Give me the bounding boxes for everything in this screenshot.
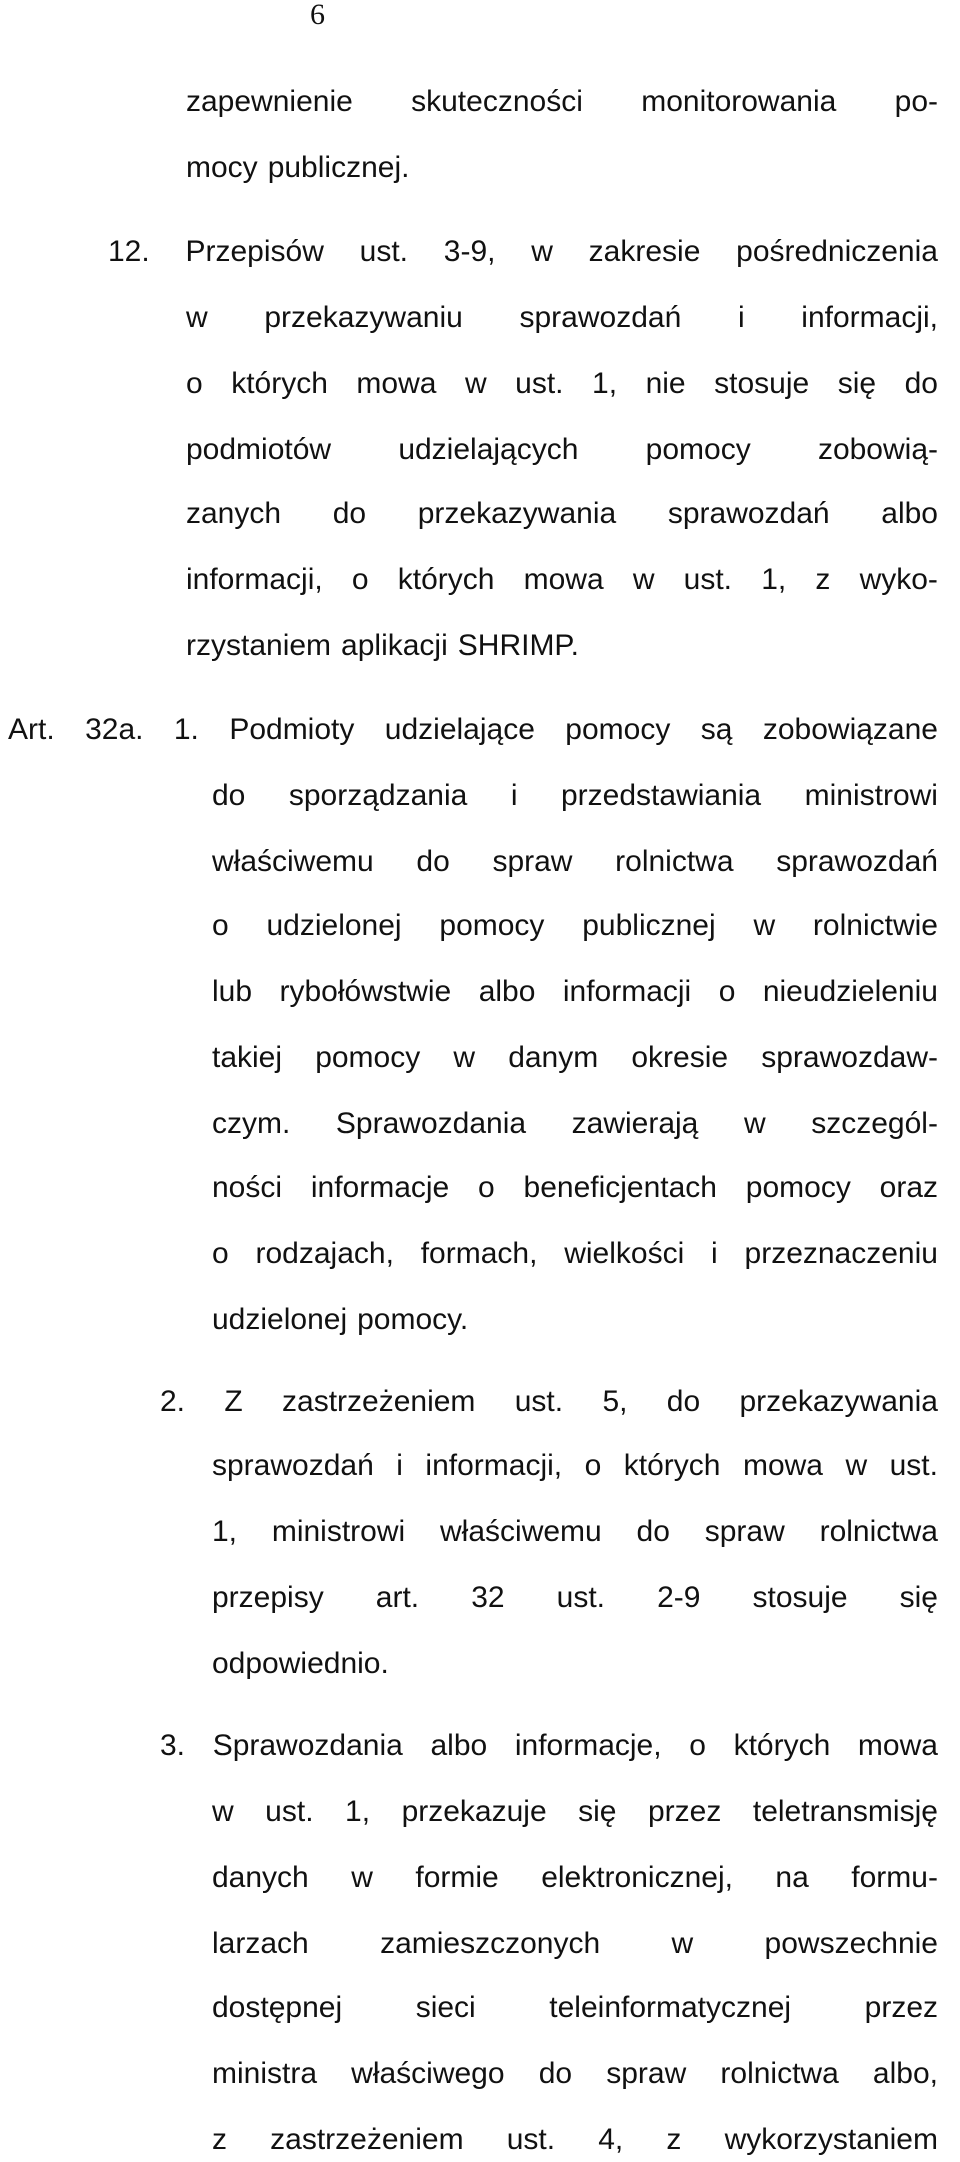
- word: o: [212, 909, 229, 942]
- word: 1.: [173, 713, 199, 746]
- word: sprawozdań: [212, 1449, 374, 1482]
- word: Podmioty: [229, 713, 355, 746]
- word: informacji,: [425, 1449, 563, 1482]
- word: informacji,: [186, 563, 323, 596]
- word: z: [666, 2123, 682, 2156]
- word: ust.: [506, 2123, 556, 2156]
- word: 32a.: [85, 713, 144, 746]
- word: monitorowania: [641, 85, 837, 118]
- word: sprawozdań: [519, 301, 682, 334]
- word: 5,: [602, 1385, 628, 1418]
- word: o: [718, 975, 736, 1008]
- word: właściwemu: [212, 845, 374, 878]
- word: pomocy.: [357, 1303, 469, 1336]
- word: w: [186, 301, 208, 334]
- text-line: [212, 2118, 938, 2162]
- word: sprawozdań: [667, 497, 830, 530]
- word: danym: [508, 1041, 599, 1074]
- word: 32: [471, 1581, 505, 1614]
- word: informacje,: [514, 1729, 662, 1762]
- word: takiej: [212, 1041, 283, 1074]
- word: o: [212, 1237, 229, 1270]
- word: nieudzieleniu: [762, 975, 938, 1008]
- word: rybołówstwie: [279, 975, 452, 1008]
- word: informacje: [310, 1171, 450, 1204]
- word: spraw: [606, 2057, 687, 2090]
- word: informacji,: [801, 301, 938, 334]
- word: rolnictwa: [615, 845, 734, 878]
- word: przepisy: [212, 1581, 324, 1614]
- word: pomocy: [439, 909, 545, 942]
- word: których: [397, 563, 495, 596]
- word: ministrowi: [271, 1515, 406, 1548]
- word: elektronicznej,: [541, 1861, 733, 1894]
- text-line: [212, 1510, 938, 1554]
- word: przez: [648, 1795, 722, 1828]
- word: nie: [645, 367, 686, 400]
- text-line: [8, 708, 938, 752]
- word: i: [510, 779, 518, 812]
- word: larzach: [212, 1927, 309, 1960]
- word: i: [396, 1449, 403, 1482]
- word: do: [332, 497, 367, 530]
- page-number: 6: [310, 0, 325, 31]
- word: z: [212, 2123, 227, 2156]
- word: SHRIMP.: [457, 629, 579, 662]
- text-line: [212, 1444, 938, 1488]
- text-line: [186, 492, 938, 536]
- text-line: [212, 774, 938, 818]
- text-line: [186, 558, 938, 602]
- word: albo: [430, 1729, 488, 1762]
- word: rolnictwa: [720, 2057, 839, 2090]
- word: teleinformatycznej: [549, 1991, 792, 2024]
- text-line: [212, 1166, 938, 1210]
- word: 3.: [160, 1729, 186, 1762]
- word: zastrzeżeniem: [270, 2123, 464, 2156]
- word: sprawozdaw-: [761, 1041, 938, 1074]
- word: stosuje: [714, 367, 810, 400]
- word: albo: [478, 975, 536, 1008]
- word: przekazuje: [401, 1795, 547, 1828]
- word: beneficjentach: [523, 1171, 717, 1204]
- word: zastrzeżeniem: [282, 1385, 476, 1418]
- word: stosuje: [752, 1581, 848, 1614]
- word: szczegól-: [811, 1107, 938, 1140]
- word: Przepisów: [185, 235, 324, 268]
- word: ministrowi: [804, 779, 938, 812]
- word: przeznaczeniu: [744, 1237, 938, 1270]
- word: formie: [415, 1861, 499, 1894]
- word: w: [351, 1861, 373, 1894]
- word: są: [700, 713, 733, 746]
- word: których: [623, 1449, 721, 1482]
- word: przedstawiania: [561, 779, 762, 812]
- word: pośredniczenia: [736, 235, 938, 268]
- word: zanych: [186, 497, 282, 530]
- word: do: [904, 367, 938, 400]
- text-line: [186, 296, 938, 340]
- word: aplikacji: [341, 629, 448, 662]
- word: przekazywania: [739, 1385, 938, 1418]
- text-line: [212, 1856, 938, 1900]
- word: przekazywaniu: [264, 301, 463, 334]
- word: po-: [894, 85, 938, 118]
- word: do: [538, 2057, 573, 2090]
- word: właściwemu: [440, 1515, 602, 1548]
- word: o: [478, 1171, 495, 1204]
- word: zawierają: [571, 1107, 699, 1140]
- word: oraz: [879, 1171, 938, 1204]
- word: spraw: [492, 845, 573, 878]
- text-line: [160, 1724, 938, 1768]
- word: rolnictwie: [812, 909, 938, 942]
- word: w: [464, 367, 487, 400]
- text-line: [212, 970, 938, 1014]
- word: pomocy: [645, 433, 751, 466]
- word: i: [711, 1237, 718, 1270]
- word: przez: [864, 1991, 938, 2024]
- word: których: [231, 367, 328, 400]
- word: udzielonej: [266, 909, 402, 942]
- word: w: [743, 1107, 766, 1140]
- word: rodzajach,: [255, 1237, 394, 1270]
- text-line: [186, 80, 938, 124]
- word: ust.: [265, 1795, 314, 1828]
- word: w: [845, 1449, 868, 1482]
- word: mocy: [186, 151, 258, 184]
- word: do: [636, 1515, 670, 1548]
- word: 1,: [592, 367, 618, 400]
- text-line: [186, 624, 579, 668]
- word: okresie: [631, 1041, 729, 1074]
- text-line: [186, 146, 409, 190]
- word: spraw: [704, 1515, 785, 1548]
- text-line: [212, 2052, 938, 2096]
- text-line: [186, 362, 938, 406]
- word: teletransmisję: [752, 1795, 938, 1828]
- word: udzielających: [398, 433, 579, 466]
- text-line: [212, 1922, 938, 1966]
- word: udzielonej: [212, 1303, 348, 1336]
- text-line: [212, 904, 938, 948]
- word: mowa: [857, 1729, 938, 1762]
- word: 1,: [345, 1795, 371, 1828]
- word: w: [212, 1795, 234, 1828]
- word: formach,: [420, 1237, 538, 1270]
- word: Sprawozdania: [212, 1729, 403, 1762]
- word: pomocy: [315, 1041, 421, 1074]
- word: rolnictwa: [819, 1515, 938, 1548]
- word: ust.: [889, 1449, 938, 1482]
- word: o: [186, 367, 203, 400]
- word: ministra: [212, 2057, 318, 2090]
- word: wykorzystaniem: [724, 2123, 938, 2156]
- word: właściwego: [351, 2057, 505, 2090]
- text-line: [212, 1298, 468, 1342]
- word: ust.: [514, 1385, 564, 1418]
- word: których: [733, 1729, 831, 1762]
- word: ust.: [683, 563, 733, 596]
- text-line: [160, 1380, 938, 1424]
- word: w: [671, 1927, 694, 1960]
- word: informacji: [562, 975, 692, 1008]
- word: zobowią-: [817, 433, 938, 466]
- word: 2-9: [657, 1581, 701, 1614]
- word: albo,: [872, 2057, 938, 2090]
- text-line: [212, 840, 938, 884]
- word: odpowiednio.: [212, 1647, 389, 1680]
- word: Art.: [8, 713, 55, 746]
- word: sprawozdań: [776, 845, 938, 878]
- word: sporządzania: [288, 779, 468, 812]
- word: i: [737, 301, 745, 334]
- word: zapewnienie: [186, 85, 353, 118]
- word: publicznej: [582, 909, 716, 942]
- text-line: [212, 1102, 938, 1146]
- word: ust.: [359, 235, 408, 268]
- word: art.: [375, 1581, 420, 1614]
- word: mowa: [356, 367, 437, 400]
- word: lub: [212, 975, 253, 1008]
- text-line: [212, 1986, 938, 2030]
- text-line: [186, 428, 938, 472]
- word: zobowiązane: [762, 713, 938, 746]
- word: o: [689, 1729, 706, 1762]
- word: albo: [881, 497, 938, 530]
- text-line: [212, 1576, 938, 1620]
- word: wielkości: [564, 1237, 685, 1270]
- word: publicznej.: [267, 151, 410, 184]
- word: w: [753, 909, 776, 942]
- word: pomocy: [745, 1171, 851, 1204]
- word: przekazywania: [417, 497, 617, 530]
- word: się: [837, 367, 877, 400]
- word: na: [775, 1861, 809, 1894]
- word: 1,: [761, 563, 787, 596]
- word: z: [815, 563, 831, 596]
- word: pomocy: [565, 713, 671, 746]
- word: o: [584, 1449, 602, 1482]
- word: do: [666, 1385, 701, 1418]
- word: 4,: [598, 2123, 624, 2156]
- word: mowa: [523, 563, 604, 596]
- word: skuteczności: [411, 85, 583, 118]
- text-line: [108, 230, 938, 274]
- word: czym.: [212, 1107, 291, 1140]
- word: powszechnie: [764, 1927, 938, 1960]
- word: Z: [224, 1385, 243, 1418]
- text-line: [212, 1232, 938, 1276]
- word: 1,: [212, 1515, 238, 1548]
- word: w: [453, 1041, 476, 1074]
- word: 3-9,: [443, 235, 496, 268]
- word: 12.: [108, 235, 150, 268]
- text-line: [212, 1642, 389, 1686]
- word: o: [351, 563, 369, 596]
- word: do: [416, 845, 450, 878]
- word: ust.: [515, 367, 564, 400]
- word: 2.: [160, 1385, 186, 1418]
- word: Sprawozdania: [335, 1107, 527, 1140]
- word: ust.: [556, 1581, 605, 1614]
- text-line: [212, 1036, 938, 1080]
- word: zakresie: [588, 235, 701, 268]
- word: mowa: [742, 1449, 823, 1482]
- word: wyko-: [859, 563, 938, 596]
- word: ności: [212, 1171, 283, 1204]
- word: udzielające: [384, 713, 535, 746]
- word: podmiotów: [186, 433, 332, 466]
- word: do: [212, 779, 246, 812]
- word: formu-: [851, 1861, 938, 1894]
- word: w: [531, 235, 553, 268]
- word: danych: [212, 1861, 309, 1894]
- text-line: [212, 1790, 938, 1834]
- word: w: [632, 563, 655, 596]
- word: sieci: [415, 1991, 476, 2024]
- word: rzystaniem: [186, 629, 332, 662]
- word: zamieszczonych: [380, 1927, 601, 1960]
- word: się: [899, 1581, 938, 1614]
- word: dostępnej: [212, 1991, 343, 2024]
- word: się: [578, 1795, 617, 1828]
